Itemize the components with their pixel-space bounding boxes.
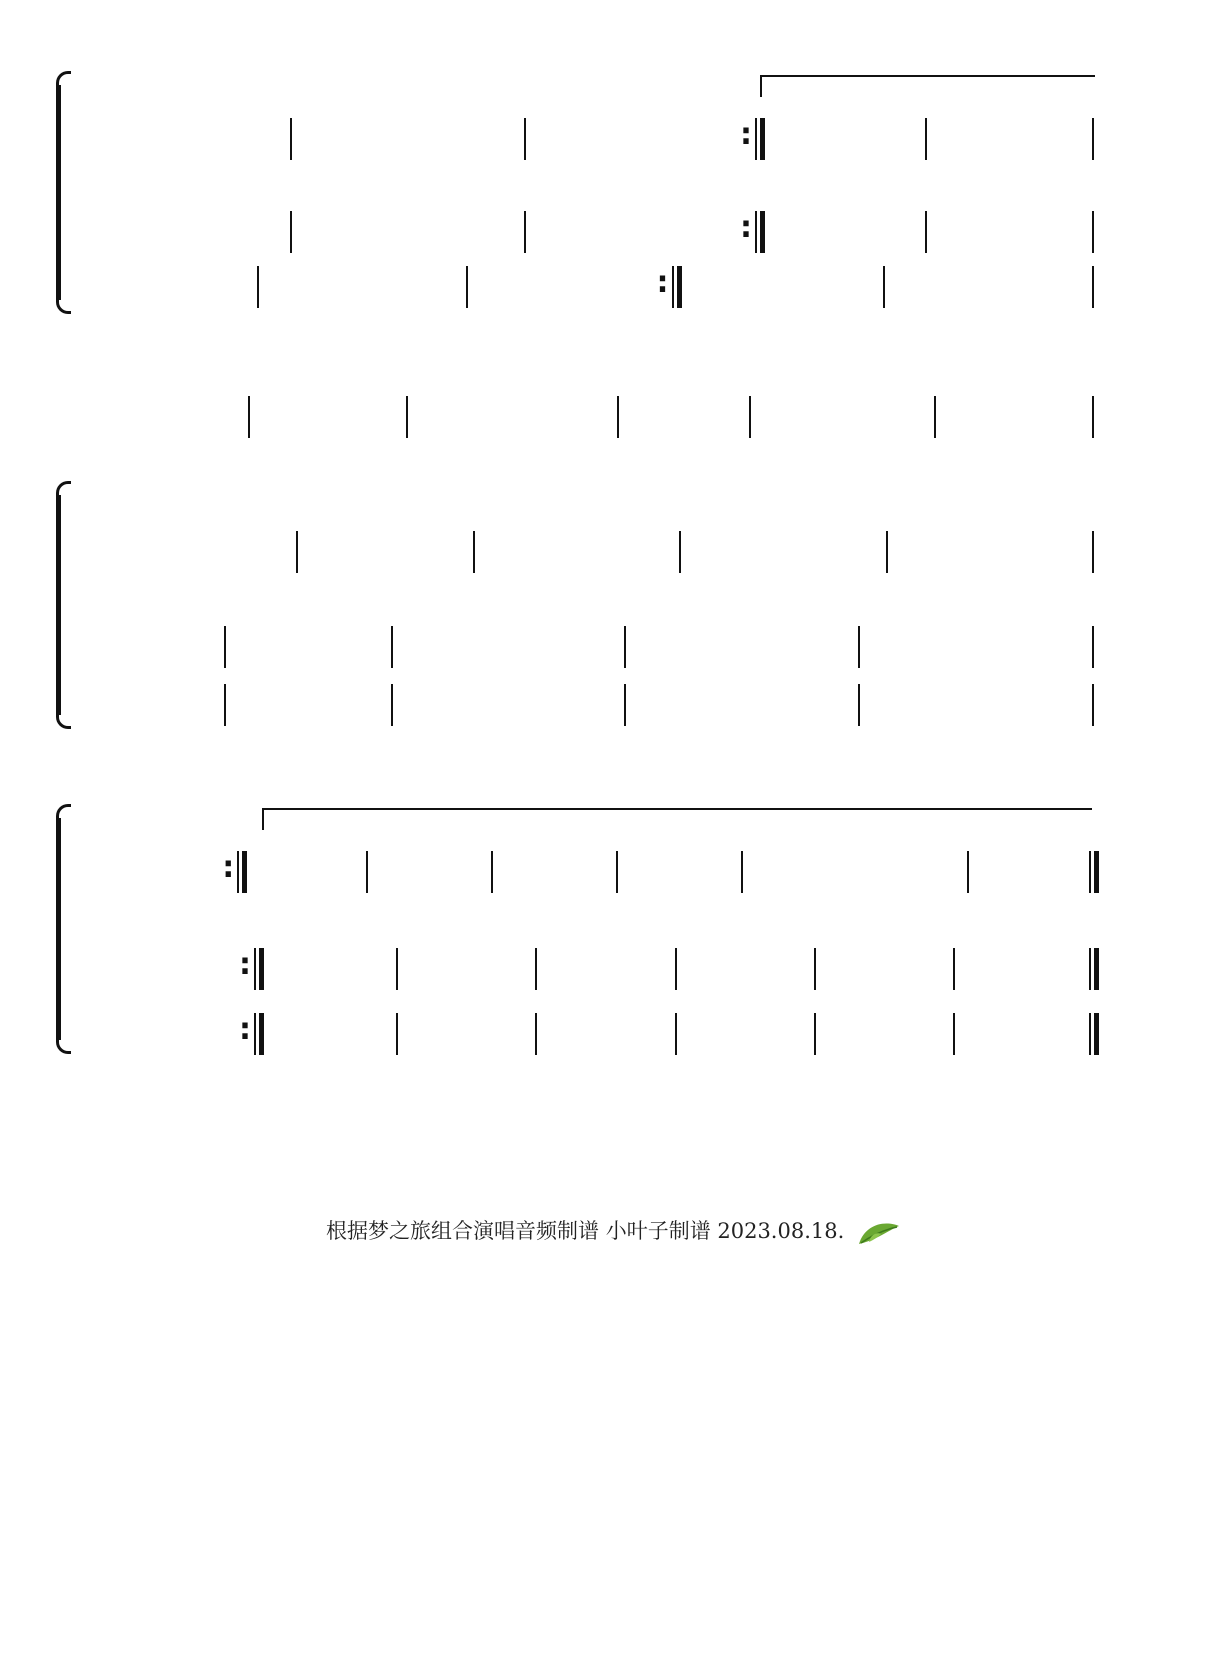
barline (406, 396, 408, 438)
barline (925, 211, 927, 253)
repeat-sign: : (740, 117, 752, 152)
end-barline (259, 948, 264, 990)
barline (617, 396, 619, 438)
barline (755, 211, 757, 253)
barline (1089, 851, 1091, 893)
barline (237, 851, 239, 893)
volta-bracket (760, 75, 1095, 97)
barline (1092, 531, 1094, 573)
end-barline (760, 118, 765, 160)
barline (296, 531, 298, 573)
barline (886, 531, 888, 573)
barline (396, 1013, 398, 1055)
barline (1092, 396, 1094, 438)
barline (1092, 266, 1094, 308)
barline (1092, 118, 1094, 160)
barline (679, 531, 681, 573)
barline (934, 396, 936, 438)
repeat-sign: : (222, 850, 235, 885)
barline (814, 948, 816, 990)
end-barline (677, 266, 682, 308)
barline (672, 266, 674, 308)
repeat-sign: : (239, 1012, 251, 1047)
barline (675, 948, 677, 990)
system-brace (56, 495, 61, 715)
credit-text: 根据梦之旅组合演唱音频制谱 小叶子制谱 2023.08.18. (326, 1219, 845, 1243)
barline (624, 684, 626, 726)
barline (524, 211, 526, 253)
barline (741, 851, 743, 893)
barline (814, 1013, 816, 1055)
barline (1089, 1013, 1091, 1055)
leaf-icon (855, 1218, 903, 1248)
barline (967, 851, 969, 893)
end-barline (242, 851, 247, 893)
barline (257, 266, 259, 308)
barline (883, 266, 885, 308)
end-barline (1094, 948, 1099, 990)
barline (290, 211, 292, 253)
barline (290, 118, 292, 160)
barline (473, 531, 475, 573)
repeat-sign: : (239, 947, 251, 982)
barline (858, 684, 860, 726)
barline (491, 851, 493, 893)
barline (391, 684, 393, 726)
system-brace (56, 818, 61, 1040)
barline (858, 626, 860, 668)
barline (953, 1013, 955, 1055)
barline (254, 1013, 256, 1055)
repeat-sign: : (740, 210, 752, 245)
barline (366, 851, 368, 893)
barline (755, 118, 757, 160)
barline (1092, 684, 1094, 726)
score-credit (0, 1215, 1229, 1248)
barline (535, 1013, 537, 1055)
barline (953, 948, 955, 990)
barline (224, 626, 226, 668)
barline (925, 118, 927, 160)
volta-bracket (262, 808, 1092, 830)
barline (524, 118, 526, 160)
end-barline (1094, 851, 1099, 893)
barline (616, 851, 618, 893)
barline (1089, 948, 1091, 990)
barline (391, 626, 393, 668)
barline (1092, 211, 1094, 253)
end-barline (1094, 1013, 1099, 1055)
end-barline (760, 211, 765, 253)
barline (624, 626, 626, 668)
barline (1092, 626, 1094, 668)
repeat-sign: : (656, 265, 669, 300)
system-brace (56, 85, 61, 300)
end-barline (259, 1013, 264, 1055)
barline (254, 948, 256, 990)
barline (396, 948, 398, 990)
barline (675, 1013, 677, 1055)
barline (535, 948, 537, 990)
barline (248, 396, 250, 438)
barline (749, 396, 751, 438)
barline (466, 266, 468, 308)
barline (224, 684, 226, 726)
